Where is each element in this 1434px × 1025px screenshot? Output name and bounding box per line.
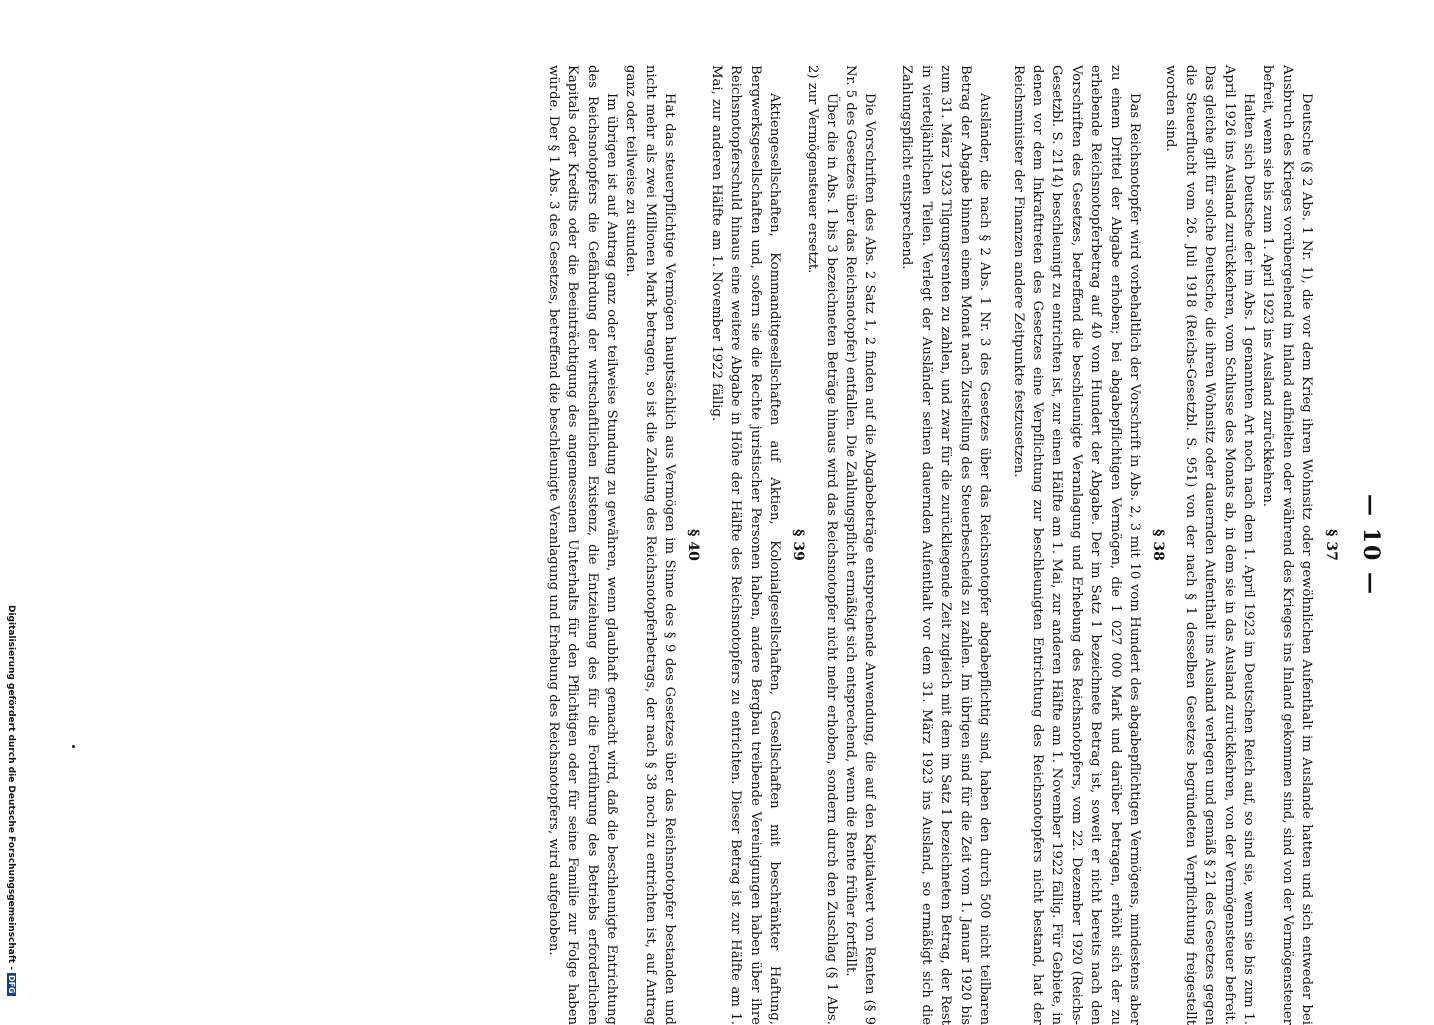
section-38-paragraph-3: Die Vorschriften des Abs. 2 Satz 1, 2 finden auf die Abgabebeträge entsprechende Anwendung, die auf den Kapitalwert von Renten (§ 9 Nr. 5 des Gesetzes über das Reichsnotopfer) entfallen. Die Zahlungspflicht ermäßigt sich entsprechend, wenn die Rente früher fortfällt. xyxy=(842,65,877,1025)
footer-text: Digitalisierung gefördert durch die Deutsche Forschungsgemeinschaft - xyxy=(6,605,16,970)
section-37-paragraph-1: Deutsche (§ 2 Abs. 1 Nr. 1), die vor dem Krieg ihren Wohnsitz oder gewöhnlichen Aufenthalt im Auslande hatten und sich entweder bei Ausbruch des Krieges vorübergehend im Inland aufhielten oder während des Krieges ins Inland gekommen sind, sind von der Vermögensteuer befreit, wenn sie bis zum 1. April 1923 ins Ausland zurückkehren. xyxy=(1260,65,1314,1025)
section-38-paragraph-1: Das Reichsnotopfer wird vorbehaltlich der Vorschrift in Abs. 2, 3 mit 10 vom Hundert des abgabepflichtigen Vermögens, mindestens aber zu einem Drittel der Abgabe erhoben; bei abgabepflichtigen Vermögen, die 1 027 000 Mark und darüber betragen, erhöht sich der zu erhebende Reichsnotopferbetrag auf 40 vom Hundert der Abgabe. Der im Satz 1 bezeichnete Betrag ist, soweit er nicht bereits nach den Vorschriften des Gesetzes, betreffend die beschleunigte Veranlagung und Erhebung des Reichsnotopfers, vom 22. Dezember 1920 (Reichs-Gesetzbl. S. 2114) beschleunigt zu entrichten ist, zur einen Hälfte am 1. Mai, zur anderen Hälfte am 1. November 1922 fällig. Für Gebiete, in denen vor dem Inkrafttreten des Gesetzes eine Verpflichtung zur beschleunigten Entrichtung des Reichsnotopfers nicht bestand, hat der Reichsminister der Finanzen andere Zeitpunkte festzusetzen. xyxy=(1010,65,1142,1025)
section-heading-38: § 38 xyxy=(1150,529,1166,561)
section-heading-39: § 39 xyxy=(790,529,806,561)
section-heading-37: § 37 xyxy=(1323,529,1339,561)
section-39-paragraph-1: Aktiengesellschaften, Kommanditgesellschaften auf Aktien, Kolonialgesellschaften, Gesellschaften mit beschränkter Haftung, Bergwerksgesellschaften und, sofern sie die Rechte juristischer Personen haben, andere Bergbau treibende Vereinigungen haben über ihre Reichsnotopferschuld hinaus eine weitere Abgabe in Höhe der Hälfte des Reichsnotopfers zu entrichten. Dieser Betrag ist zur Hälfte am 1. Mai, zur anderen Hälfte am 1. November 1922 fällig. xyxy=(708,65,782,1025)
page-number: — 10 — xyxy=(1358,494,1384,596)
document-page xyxy=(545,65,1384,1025)
section-40-paragraph-1: Hat das steuerpflichtige Vermögen hauptsächlich aus Vermögen im Sinne des § 9 des Gesetzes über das Reichsnotopfer bestanden und nicht mehr als zwei Millionen Mark betragen, so ist die Zahlung des Reichsnotopferbetrags, der nach § 38 noch zu entrichten ist, auf Antrag ganz oder teilweise zu stunden. xyxy=(623,65,677,1025)
section-38-paragraph-2: Ausländer, die nach § 2 Abs. 1 Nr. 3 des Gesetzes über das Reichsnotopfer abgabepflichtig sind, haben den durch 500 nicht teilbaren Betrag der Abgabe binnen einem Monat nach Zustellung des Steuerbescheids zu zahlen. Im übrigen sind für die Zeit vom 1. Januar 1920 bis zum 31. März 1923 Tilgungsrenten zu zahlen, und zwar für die zurückliegende Zeit zugleich mit dem im Satz 1 bezeichneten Betrag, der Rest in vierteljährlichen Teilen. Verlegt der Ausländer seinen dauernden Aufenthalt vor dem 31. März 1923 ins Ausland, so ermäßigt sich die Zahlungspflicht entsprechend. xyxy=(899,65,992,1025)
section-40-paragraph-2: Im übrigen ist auf Antrag ganz oder teilweise Stundung zu gewähren, wenn glaubhaft gemacht wird, daß die beschleunigte Entrichtung des Reichsnotopfers die Gefährdung der wirtschaftlichen Existenz, die Entziehung des für die Fortführung des Betriebs erforderlichen Kapitals oder Kredits oder die Beeinträchtigung des angemessenen Unterhalts für den Pflichtigen oder für seine Familie zur Folge haben würde. Der § 1 Abs. 3 des Gesetzes, betreffend die beschleunigte Veranlagung und Erhebung des Reichsnotopfers, wird aufgehoben. xyxy=(545,65,619,1025)
section-38-paragraph-4: Über die in Abs. 1 bis 3 bezeichneten Beträge hinaus wird das Reichsnotopfer nicht mehr erhoben, sondern durch den Zuschlag (§ 1 Abs. 2) zur Vermögensteuer ersetzt. xyxy=(804,65,839,1025)
section-37-paragraph-2: Halten sich Deutsche der im Abs. 1 genannten Art noch nach dem 1. April 1923 im Deutschen Reich auf, so sind sie, wenn sie bis zum 1. April 1926 ins Ausland zurückkehren, vom Schlusse des Monats ab, in dem sie in das Ausland zurückkehren, von der Vermögensteuer befreit. Das gleiche gilt für solche Deutsche, die ihren Wohnsitz oder dauernden Aufenthalt ins Ausland verlegen und gemäß § 21 des Gesetzes gegen die Steuerflucht vom 26. Juli 1918 (Reichs-Gesetzbl. S. 951) von der nach § 1 desselben Gesetzes begründeten Verpflichtung freigestellt worden sind. xyxy=(1163,65,1256,1025)
dfg-logo: DFG xyxy=(7,974,16,994)
digitization-footer xyxy=(0,605,16,995)
scan-speck xyxy=(72,745,75,748)
section-heading-40: § 40 xyxy=(685,529,701,561)
